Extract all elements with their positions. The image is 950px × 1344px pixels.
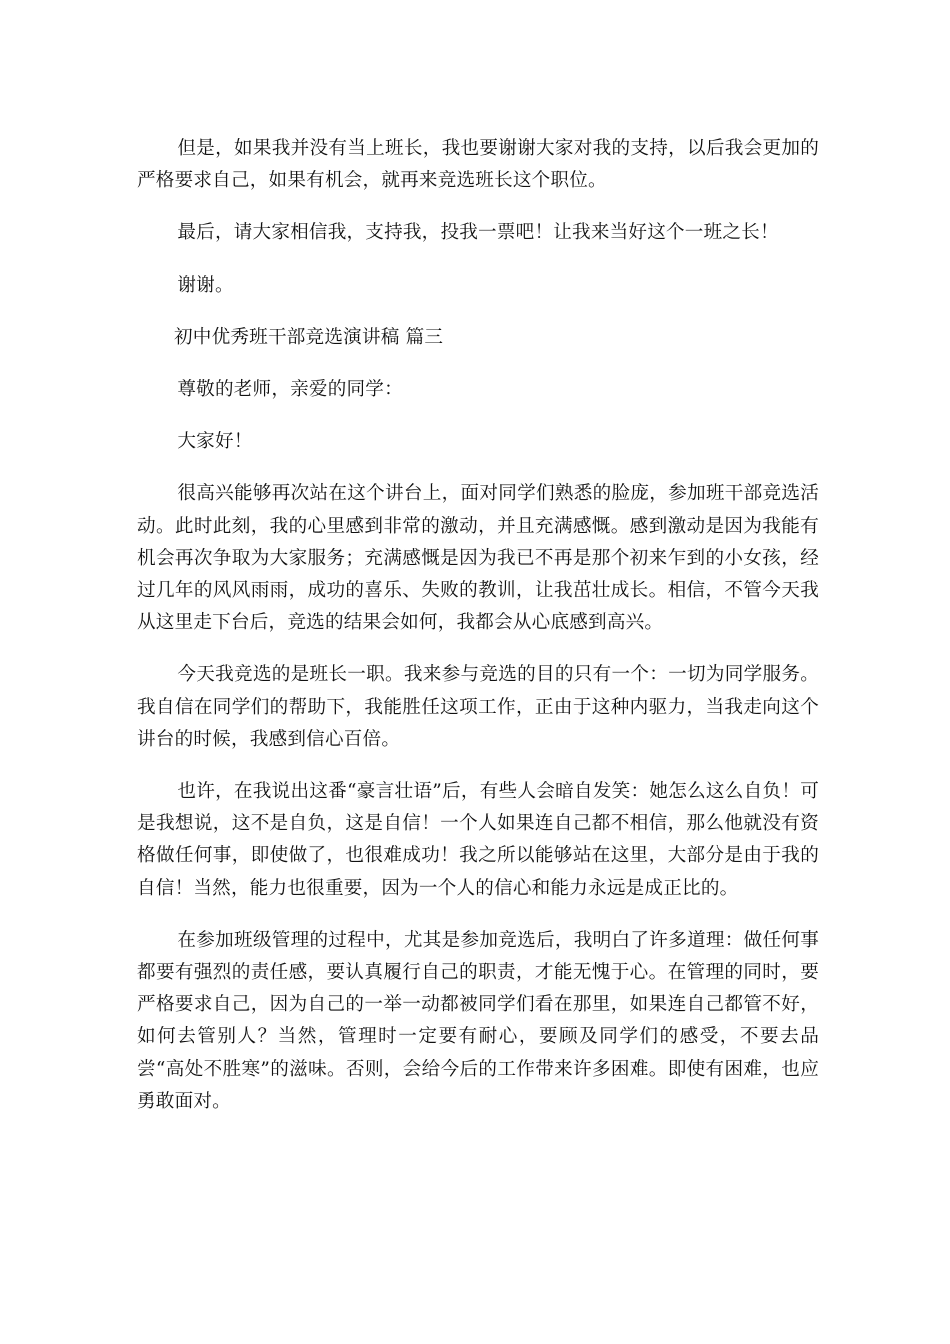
paragraph-salutation: 尊敬的老师，亲爱的同学： xyxy=(177,379,403,401)
paragraph-goal: 今天我竞选的是班长一职。我来参与竞选的目的只有一个：一切为同学服务。我自信在同学们的帮助下，我能胜任这项工作，正由于这种内驱力，当我走向这个讲台的时候，我感到信心百倍。 xyxy=(137,664,819,750)
paragraph-confidence: 也许，在我说出这番“豪言壮语”后，有些人会暗自发笑：她怎么这么自负！可是我想说，这不是自负，这是自信！一个人如果连自己都不相信，那么他就没有资格做任何事，即使做了，也很难成功！我之所以能够站在这里，大部分是由于我的自信！当然，能力也很重要，因为一个人的信心和能力永远是成正比的。 xyxy=(137,781,819,899)
paragraph-management: 在参加班级管理的过程中，尤其是参加竞选后，我明白了许多道理：做任何事都要有强烈的责任感，要认真履行自己的职责，才能无愧于心。在管理的同时，要严格要求自己，因为自己的一举一动都被同学们看在那里，如果连自己都管不好，如何去管别人？当然，管理时一定要有耐心，要顾及同学们的感受，不要去品尝“高处不胜寒”的滋味。否则，会给今后的工作带来许多困难。即使有困难，也应勇敢面对。 xyxy=(137,929,819,1112)
paragraph-greeting: 大家好！ xyxy=(177,431,253,453)
paragraph-1: 但是，如果我并没有当上班长，我也要谢谢大家对我的支持，以后我会更加的严格要求自己，如果有机会，就再来竞选班长这个职位。 xyxy=(137,138,819,192)
paragraph-3: 谢谢。 xyxy=(177,274,234,296)
paragraph-2: 最后，请大家相信我，支持我，投我一票吧！让我来当好这个一班之长！ xyxy=(177,222,779,244)
document-body xyxy=(137,133,819,1138)
paragraph-intro: 很高兴能够再次站在这个讲台上，面对同学们熟悉的脸庞，参加班干部竞选活动。此时此刻，我的心里感到非常的激动，并且充满感慨。感到激动是因为我能有机会再次争取为大家服务；充满感慨是因为我已不再是那个初来乍到的小女孩，经过几年的风风雨雨，成功的喜乐、失败的教训，让我茁壮成长。相信，不管今天我从这里走下台后，竞选的结果会如何，我都会从心底感到高兴。 xyxy=(137,483,819,634)
section-title: 初中优秀班干部竞选演讲稿 篇三 xyxy=(174,326,444,348)
